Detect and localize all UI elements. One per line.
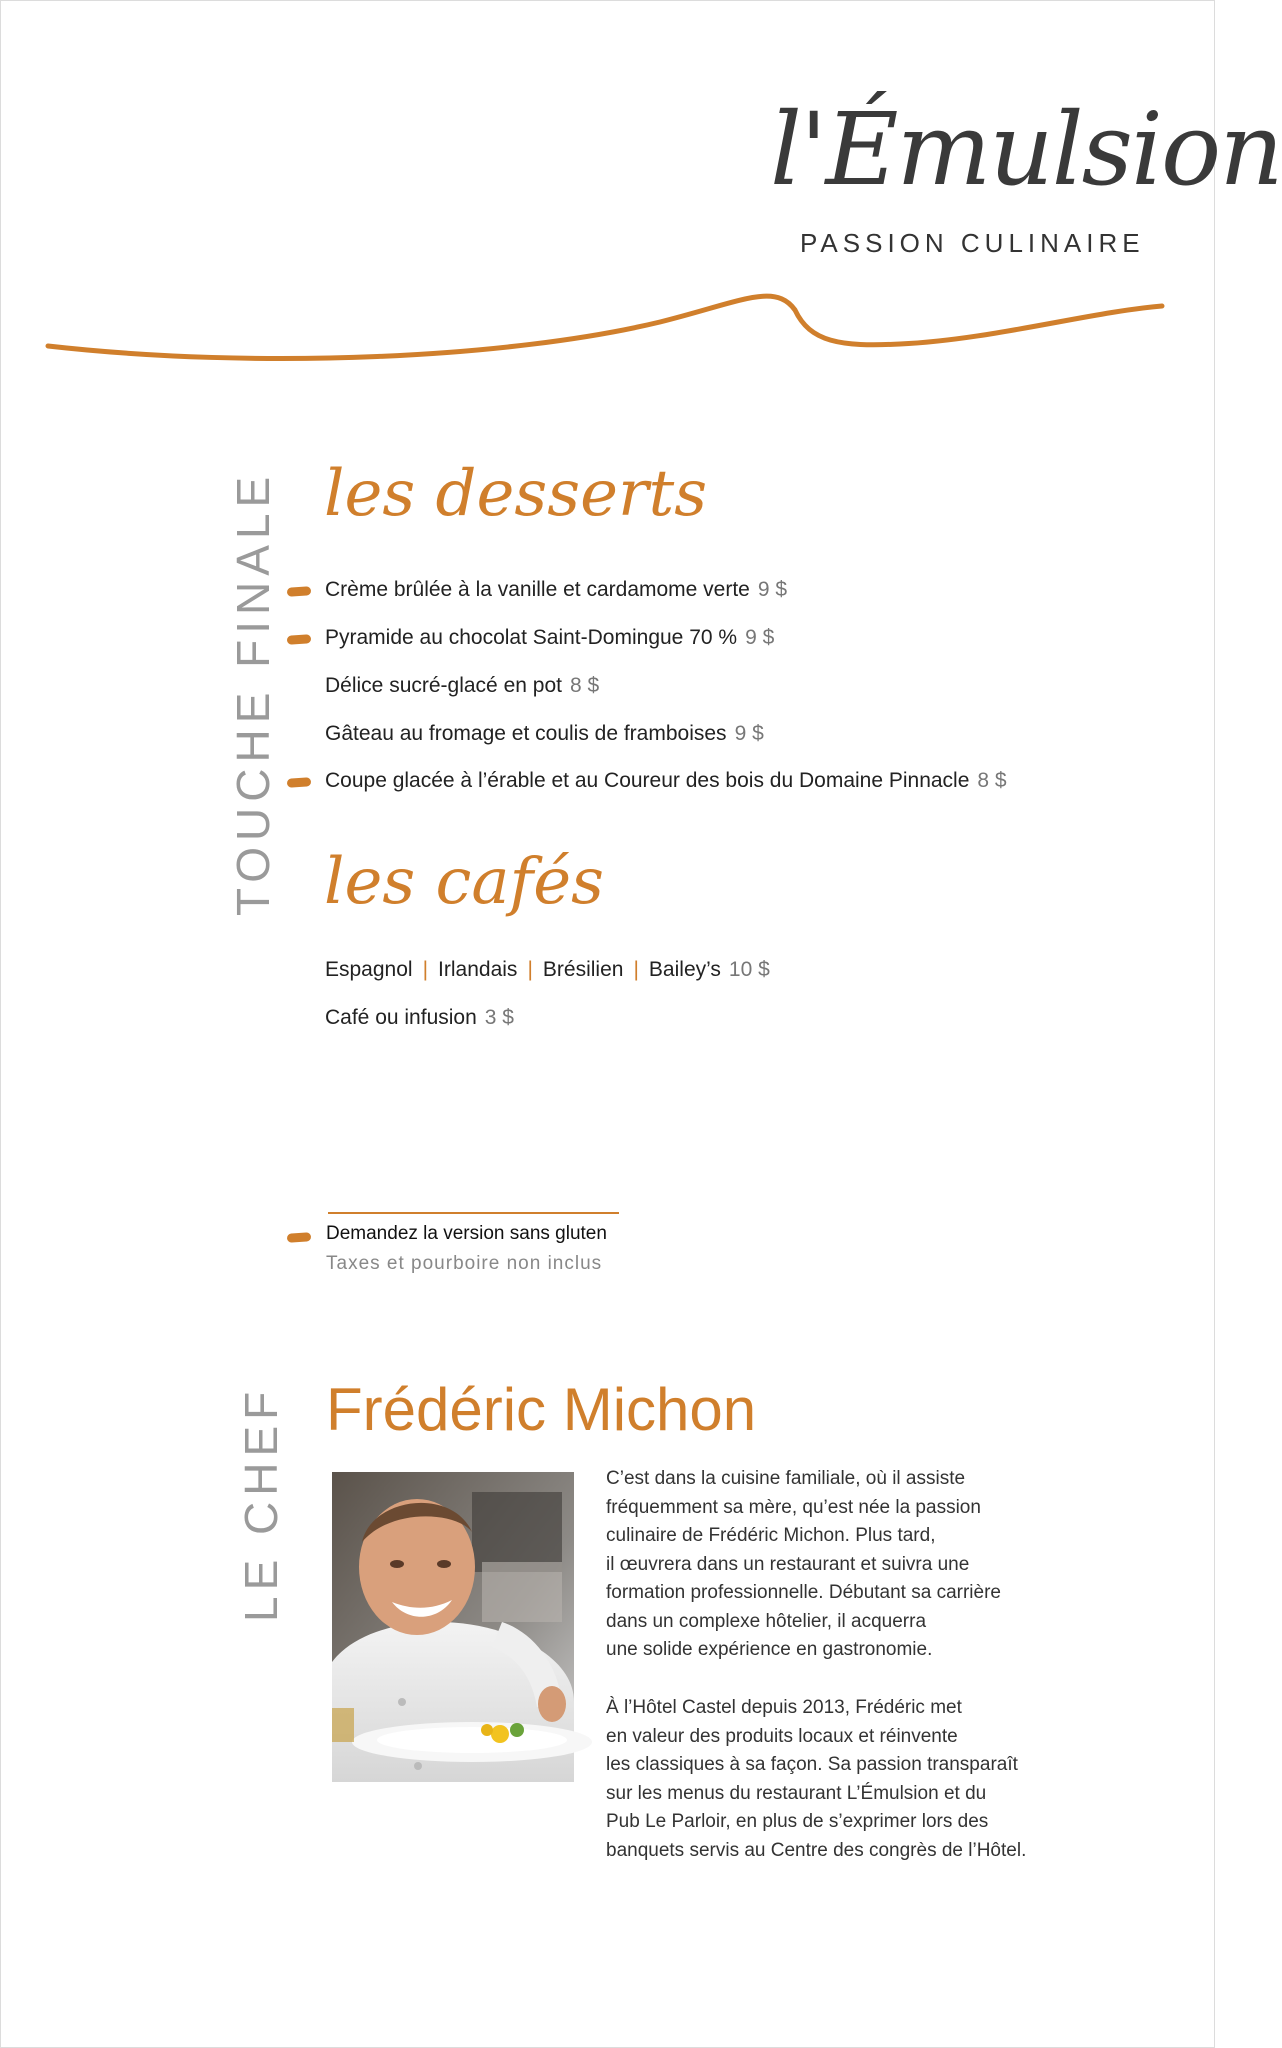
bio-line: Pub Le Parloir, en plus de s’exprimer lors des <box>606 1811 989 1832</box>
taxes-note: Taxes et pourboire non inclus <box>326 1253 603 1274</box>
cafe-option: Bailey’s <box>648 958 721 981</box>
gluten-free-marker <box>287 777 312 788</box>
bio-line: dans un complexe hôtelier, il acquerra <box>606 1610 927 1632</box>
section-label-touche-finale: TOUCHE FINALE <box>227 470 279 916</box>
bio-line: À l’Hôtel Castel depuis 2013, Frédéric met <box>606 1697 962 1718</box>
gluten-note: Demandez la version sans gluten <box>326 1223 607 1244</box>
cafes-title: les cafés <box>324 845 604 919</box>
bio-line: une solide expérience en gastronomie. <box>606 1639 933 1660</box>
separator: | <box>527 958 533 981</box>
chef-bio-paragraph-1 <box>606 1465 1001 1665</box>
cafe-price: 3 $ <box>484 1006 514 1029</box>
notes-divider <box>328 1212 619 1214</box>
chef-photo-illustration <box>332 1472 574 1782</box>
dessert-price: 9 $ <box>745 626 775 649</box>
dessert-price: 9 $ <box>734 722 764 745</box>
dessert-item <box>325 623 774 653</box>
dessert-price: 8 $ <box>569 674 600 697</box>
chef-photo <box>332 1472 574 1782</box>
chef-bio-paragraph-2 <box>606 1694 1026 1865</box>
gluten-free-marker <box>287 634 312 645</box>
dessert-name: Gâteau au fromage et coulis de framboises <box>325 722 727 745</box>
bio-line: C’est dans la cuisine familiale, où il assiste <box>606 1468 966 1489</box>
cafe-item <box>325 1003 514 1033</box>
cafe-name: Café ou infusion <box>325 1006 477 1029</box>
dessert-name: Délice sucré-glacé en pot <box>325 674 562 697</box>
gluten-free-marker <box>287 1232 312 1243</box>
dessert-name: Pyramide au chocolat Saint-Domingue 70 % <box>325 626 738 649</box>
dessert-price: 9 $ <box>757 578 788 601</box>
bio-line: culinaire de Frédéric Michon. Plus tard, <box>606 1525 936 1546</box>
brand-name: l'Émulsion <box>770 91 1282 208</box>
separator: | <box>422 958 429 981</box>
dessert-item <box>325 719 764 749</box>
chef-name: Frédéric Michon <box>326 1376 757 1443</box>
bio-line: banquets servis au Centre des congrès de l’Hôtel. <box>606 1839 1027 1861</box>
dessert-item <box>325 575 787 605</box>
dessert-name: Crème brûlée à la vanille et cardamome verte <box>325 578 750 601</box>
section-label-le-chef: LE CHEF <box>235 1385 287 1622</box>
cafe-price: 10 $ <box>728 958 770 981</box>
bio-line: les classiques à sa façon. Sa passion transparaît <box>606 1754 1018 1775</box>
cafe-option: Brésilien <box>542 958 624 981</box>
bio-line: il œuvrera dans un restaurant et suivra une <box>606 1553 970 1575</box>
wave-divider <box>40 262 1170 372</box>
separator: | <box>633 958 639 981</box>
dessert-item <box>325 766 1007 796</box>
bio-line: en valeur des produits locaux et réinvente <box>606 1725 958 1747</box>
dessert-item <box>325 671 599 701</box>
brand-logo <box>770 91 1282 270</box>
brand-tagline: PASSION CULINAIRE <box>800 228 1145 258</box>
bio-line: sur les menus du restaurant L’Émulsion et du <box>606 1782 987 1804</box>
cafe-item <box>325 955 770 985</box>
gluten-free-marker <box>287 586 312 597</box>
cafe-option: Irlandais <box>438 958 518 981</box>
cafe-option: Espagnol <box>325 958 413 981</box>
desserts-title: les desserts <box>324 457 708 531</box>
bio-line: fréquemment sa mère, qu’est née la passion <box>606 1496 981 1518</box>
dessert-name: Coupe glacée à l’érable et au Coureur des bois du Domaine Pinnacle <box>325 769 970 792</box>
bio-line: formation professionnelle. Débutant sa carrière <box>606 1582 1001 1603</box>
dessert-price: 8 $ <box>977 769 1007 792</box>
